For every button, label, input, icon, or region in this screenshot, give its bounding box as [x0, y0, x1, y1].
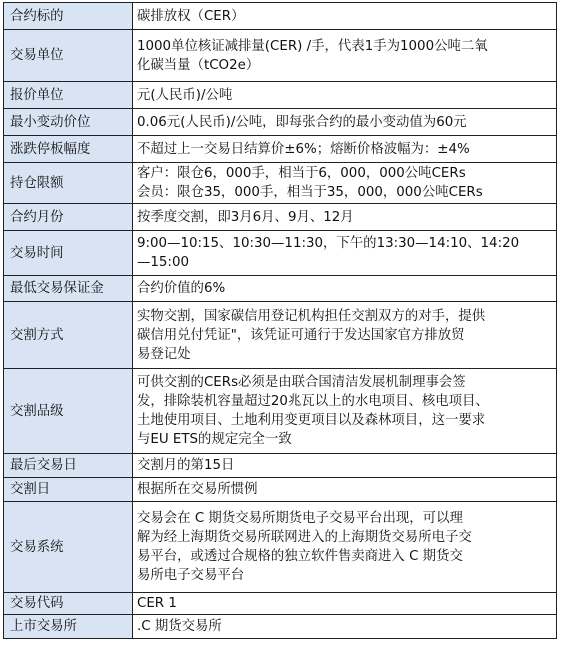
row-label: 交割方式 [4, 302, 133, 369]
row-label: 最小变动价位 [4, 109, 133, 136]
table-row [4, 615, 557, 639]
contract-spec-table [3, 2, 557, 639]
row-value: 元(人民币)/公吨 [133, 82, 557, 109]
row-label: 交易代码 [4, 593, 133, 615]
row-label: 最后交易日 [4, 454, 133, 478]
row-label: 交易时间 [4, 231, 133, 276]
table-row [4, 478, 557, 502]
table-row [4, 163, 557, 204]
row-value: 不超过上一交易日结算价±6%；熔断价格波幅为：±4% [133, 136, 557, 163]
row-label: 交易单位 [4, 30, 133, 82]
row-value: 9:00—10:15、10:30—11:30，下午的13:30—14:10、14:20 —15:00 [133, 231, 557, 276]
row-value: 交易会在 C 期货交易所期货电子交易平台出现，可以理 解为经上海期货交易所联网进入的上海期货交易所电子交 易平台，或透过合规格的独立软件售卖商进入 C 期货交 易所电子交易平台 [133, 502, 557, 593]
row-value: 交割月的第15日 [133, 454, 557, 478]
table-row [4, 454, 557, 478]
row-value: 根据所在交易所惯例 [133, 478, 557, 502]
table-row [4, 109, 557, 136]
table-row [4, 3, 557, 30]
row-label: 交割品级 [4, 369, 133, 454]
table-row [4, 204, 557, 231]
row-label: 涨跌停板幅度 [4, 136, 133, 163]
table-row [4, 302, 557, 369]
row-value: 合约价值的6% [133, 276, 557, 302]
table-row [4, 30, 557, 82]
row-value: 0.06元(人民币)/公吨，即每张合约的最小变动值为60元 [133, 109, 557, 136]
row-label: 报价单位 [4, 82, 133, 109]
row-value: 客户：限仓6，000手，相当于6，000，000公吨CERs 会员：限仓35，000手，相当于35，000，000公吨CERs [133, 163, 557, 204]
row-value: 碳排放权（CER） [133, 3, 557, 30]
row-value: 可供交割的CERs必须是由联合国清洁发展机制理事会签 发，排除装机容量超过20兆瓦以上的水电项目、核电项目、 土地使用项目、土地利用变更项目以及森林项目，这一要求 与EU ETS的规定完全一致 [133, 369, 557, 454]
row-value: 实物交割，国家碳信用登记机构担任交割双方的对手，提供 碳信用兑付凭证"，该凭证可通行于发达国家官方排放贸 易登记处 [133, 302, 557, 369]
row-label: 合约月份 [4, 204, 133, 231]
table-row [4, 231, 557, 276]
row-label: 交易系统 [4, 502, 133, 593]
table-row [4, 369, 557, 454]
table-row [4, 593, 557, 615]
row-value: 1000单位核证减排量(CER) /手，代表1手为1000公吨二氧 化碳当量（tCO2e） [133, 30, 557, 82]
table-row [4, 502, 557, 593]
row-value: CER 1 [133, 593, 557, 615]
table-row [4, 276, 557, 302]
table-row [4, 136, 557, 163]
contract-spec-page [3, 2, 557, 639]
row-label: 最低交易保证金 [4, 276, 133, 302]
row-label: 上市交易所 [4, 615, 133, 639]
row-value: .C 期货交易所 [133, 615, 557, 639]
row-label: 交割日 [4, 478, 133, 502]
table-row [4, 82, 557, 109]
row-value: 按季度交割，即3月6月、9月、12月 [133, 204, 557, 231]
row-label: 持仓限额 [4, 163, 133, 204]
row-label: 合约标的 [4, 3, 133, 30]
